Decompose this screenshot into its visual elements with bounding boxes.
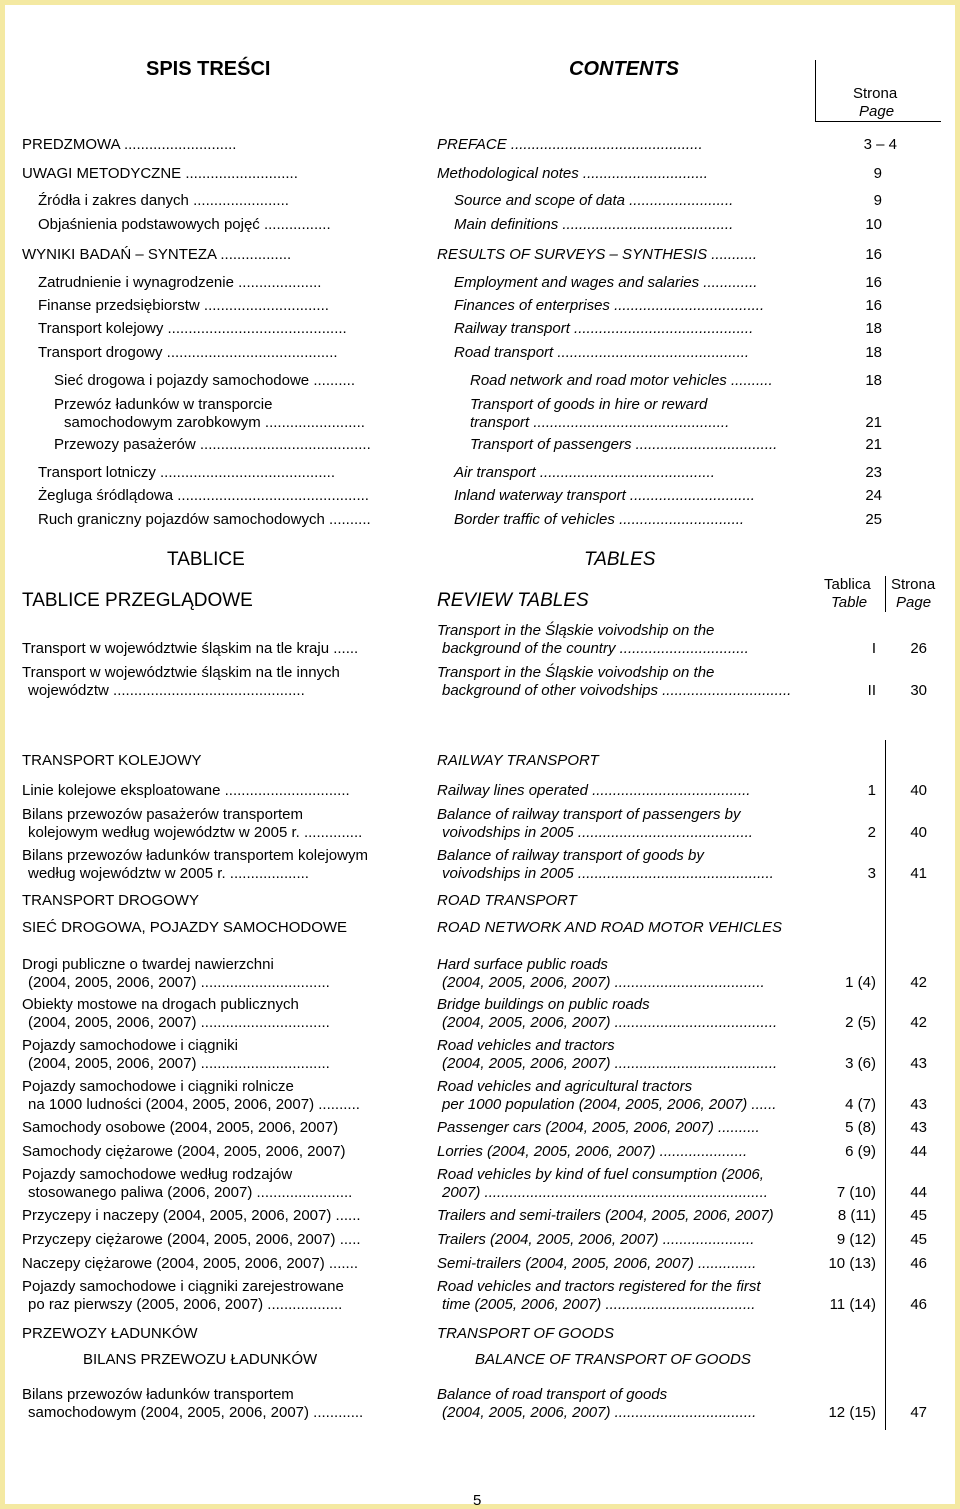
table-entry-pl[interactable]: Przyczepy i naczepy (2004, 2005, 2006, 2007) ...... [22,1207,361,1224]
table-number[interactable]: 1 (4) [845,974,876,991]
table-entry-pl[interactable]: Linie kolejowe eksploatowane .............................. [22,782,350,799]
contents-entry-en[interactable]: RESULTS OF SURVEYS – SYNTHESIS ........... [437,246,758,263]
page-col2-label-pl: Strona [891,576,936,593]
table-page[interactable]: 44 [910,1143,927,1160]
table-entry-pl-cont[interactable]: (2004, 2005, 2006, 2007) ............................... [28,974,330,991]
table-entry-en[interactable]: Road vehicles and tractors registered for the first [437,1278,761,1295]
goods-heading-en: TRANSPORT OF GOODS [437,1325,614,1342]
table-entry-pl[interactable]: Obiekty mostowe na drogach publicznych [22,996,299,1013]
contents-entry-pl[interactable]: Transport lotniczy .......................................... [38,464,336,481]
table-page[interactable]: 45 [910,1207,927,1224]
contents-entry-page[interactable]: 23 [865,464,882,481]
contents-entry-pl[interactable]: Zatrudnienie i wynagrodzenie .................... [38,274,322,291]
table-entry-pl[interactable]: Drogi publiczne o twardej nawierzchni [22,956,274,973]
table-number[interactable]: 6 (9) [845,1143,876,1160]
table-page[interactable]: 30 [910,682,927,699]
table-entry-pl-cont[interactable]: według województw w 2005 r. ................... [28,865,309,882]
table-entry-pl-cont[interactable]: po raz pierwszy (2005, 2006, 2007) .................. [28,1296,343,1313]
table-entry-en[interactable]: Semi-trailers (2004, 2005, 2006, 2007) .............. [437,1255,757,1272]
contents-entry-en[interactable]: Air transport .......................................... [454,464,715,481]
table-entry-en[interactable]: Railway lines operated ...................................... [437,782,751,799]
contents-entry-page[interactable]: 24 [865,487,882,504]
road-heading-en: ROAD TRANSPORT [437,892,577,909]
table-entry-en[interactable]: Bridge buildings on public roads [437,996,650,1013]
table-entry-en[interactable]: Trailers and semi-trailers (2004, 2005, 2006, 2007) [437,1207,774,1224]
table-number[interactable]: 9 (12) [836,1231,876,1248]
contents-entry-pl[interactable]: Transport kolejowy ........................................... [38,320,347,337]
contents-entry-en[interactable]: Border traffic of vehicles .............................. [454,511,745,528]
table-number[interactable]: 7 (10) [836,1184,876,1201]
contents-entry-pl[interactable]: Objaśnienia podstawowych pojęć ................ [38,216,331,233]
rail-heading-pl: TRANSPORT KOLEJOWY [22,752,202,769]
table-entry-pl[interactable]: Pojazdy samochodowe według rodzajów [22,1166,293,1183]
table-entry-en-cont[interactable]: per 1000 population (2004, 2005, 2006, 2007) ...... [442,1096,777,1113]
contents-entry-en-cont[interactable]: transport ............................................... [470,414,730,431]
table-page[interactable]: 40 [910,782,927,799]
table-page[interactable]: 42 [910,1014,927,1031]
table-entry-en[interactable]: Transport in the Śląskie voivodship on the [437,622,715,639]
table-entry-en[interactable]: Balance of railway transport of goods by [437,847,704,864]
contents-entry-en[interactable]: Road transport .............................................. [454,344,750,361]
table-page[interactable]: 42 [910,974,927,991]
table-entry-pl-cont[interactable]: kolejowym według województw w 2005 r. .............. [28,824,363,841]
table-entry-en[interactable]: Balance of road transport of goods [437,1386,668,1403]
contents-entry-page[interactable]: 9 [873,192,882,209]
table-entry-pl-cont[interactable]: samochodowym (2004, 2005, 2006, 2007) ............ [28,1404,364,1421]
goods-subheading-pl: BILANS PRZEWOZU ŁADUNKÓW [83,1351,318,1368]
table-page[interactable]: 47 [910,1404,927,1421]
table-entry-pl[interactable]: Bilans przewozów pasażerów transportem [22,806,303,823]
page-col-label-pl: Strona [853,85,898,102]
table-page[interactable]: 45 [910,1231,927,1248]
contents-entry-pl[interactable]: Ruch graniczny pojazdów samochodowych .......... [38,511,371,528]
contents-entry-pl[interactable]: Żegluga śródlądowa .............................................. [38,487,369,504]
contents-entry-page[interactable]: 10 [865,216,882,233]
table-entry-en-cont[interactable]: voivodships in 2005 ............................................... [442,865,774,882]
contents-entry-page[interactable]: 18 [865,320,882,337]
table-entry-pl[interactable]: Pojazdy samochodowe i ciągniki zarejestrowane [22,1278,344,1295]
contents-entry-en[interactable]: Inland waterway transport .............................. [454,487,755,504]
table-entry-en-cont[interactable]: voivodships in 2005 .......................................... [442,824,753,841]
table-page[interactable]: 26 [910,640,927,657]
table-entry-en[interactable]: Balance of railway transport of passengers by [437,806,741,823]
table-number[interactable]: II [867,682,876,699]
table-entry-en[interactable]: Trailers (2004, 2005, 2006, 2007) ...................... [437,1231,755,1248]
contents-entry-pl-cont[interactable]: samochodowym zarobkowym ........................ [64,414,365,431]
table-entry-en-cont[interactable]: (2004, 2005, 2006, 2007) .................................. [442,1404,757,1421]
table-number[interactable]: 11 (14) [829,1296,876,1313]
table-number[interactable]: 2 [867,824,876,841]
contents-entry-page[interactable]: 16 [865,246,882,263]
contents-entry-pl[interactable]: PREDZMOWA ........................... [22,136,237,153]
contents-entry-pl[interactable]: UWAGI METODYCZNE ........................... [22,165,298,182]
contents-entry-page[interactable]: 9 [873,165,882,182]
table-number[interactable]: 5 (8) [845,1119,876,1136]
contents-entry-pl[interactable]: Źródła i zakres danych ....................... [38,192,289,209]
table-page[interactable]: 43 [910,1119,927,1136]
contents-entry-page[interactable]: 18 [865,344,882,361]
contents-entry-en[interactable]: Employment and wages and salaries ............. [454,274,758,291]
tables-heading-pl: TABLICE [167,549,245,570]
contents-entry-pl[interactable]: Finanse przedsiębiorstw .............................. [38,297,329,314]
table-entry-pl[interactable]: Transport w województwie śląskim na tle innych [22,664,340,681]
table-entry-en[interactable]: Road vehicles by kind of fuel consumption (2006, [437,1166,764,1183]
road-subheading-en: ROAD NETWORK AND ROAD MOTOR VEHICLES [437,919,783,936]
table-entry-en-cont[interactable]: background of the country ............................... [442,640,749,657]
contents-entry-page[interactable]: 21 [865,436,882,453]
table-number[interactable]: 10 (13) [828,1255,876,1272]
contents-entry-page[interactable]: 16 [865,297,882,314]
table-number[interactable]: 2 (5) [845,1014,876,1031]
table-number[interactable]: 8 (11) [837,1207,876,1224]
table-entry-en-cont[interactable]: (2004, 2005, 2006, 2007) ....................................... [442,1014,778,1031]
contents-entry-page[interactable]: 16 [865,274,882,291]
table-entry-pl[interactable]: Pojazdy samochodowe i ciągniki [22,1037,238,1054]
table-page[interactable]: 46 [910,1296,927,1313]
table-page[interactable]: 43 [910,1055,927,1072]
table-entry-en-cont[interactable]: (2004, 2005, 2006, 2007) .................................... [442,974,765,991]
contents-entry-en[interactable]: Road network and road motor vehicles .......... [470,372,773,389]
goods-subheading-en: BALANCE OF TRANSPORT OF GOODS [475,1351,751,1368]
table-number[interactable]: 3 (6) [845,1055,876,1072]
table-page[interactable]: 40 [910,824,927,841]
contents-entry-page[interactable]: 3 – 4 [863,136,897,153]
title-pl: SPIS TREŚCI [146,58,271,80]
contents-entry-page[interactable]: 25 [865,511,882,528]
contents-entry-en[interactable]: Railway transport ........................................... [454,320,754,337]
table-entry-pl-cont[interactable]: (2004, 2005, 2006, 2007) ............................... [28,1014,330,1031]
contents-entry-en[interactable]: PREFACE .............................................. [437,136,703,153]
table-col-divider [885,576,886,612]
contents-entry-pl[interactable]: Sieć drogowa i pojazdy samochodowe .......... [54,372,355,389]
title-en: CONTENTS [569,58,679,80]
table-number[interactable]: 3 [867,865,876,882]
table-entry-pl-cont[interactable]: stosowanego paliwa (2006, 2007) ....................... [28,1184,353,1201]
table-entry-pl-cont[interactable]: (2004, 2005, 2006, 2007) ............................... [28,1055,330,1072]
contents-entry-page[interactable]: 21 [865,414,882,431]
table-entry-en[interactable]: Road vehicles and agricultural tractors [437,1078,693,1095]
table-number[interactable]: 12 (15) [828,1404,876,1421]
table-entry-pl[interactable]: Samochody osobowe (2004, 2005, 2006, 2007) [22,1119,339,1136]
header-divider [815,60,816,122]
contents-entry-en[interactable]: Transport of goods in hire or reward [470,396,708,413]
table-page[interactable]: 43 [910,1096,927,1113]
table-entry-en[interactable]: Hard surface public roads [437,956,608,973]
table-entry-pl[interactable]: Bilans przewozów ładunków transportem [22,1386,294,1403]
header-underline [815,121,941,122]
table-col-label-en: Table [831,594,868,611]
table-entry-pl-cont[interactable]: województw .............................................. [28,682,305,699]
table-page[interactable]: 44 [910,1184,927,1201]
table-col-label-pl: Tablica [824,576,871,593]
lower-table-divider [885,740,886,1430]
table-entry-pl[interactable]: Naczepy ciężarowe (2004, 2005, 2006, 2007) ....... [22,1255,359,1272]
table-entry-pl[interactable]: Bilans przewozów ładunków transportem kolejowym [22,847,368,864]
table-entry-en-cont[interactable]: time (2005, 2006, 2007) .................................... [442,1296,756,1313]
table-entry-en[interactable]: Road vehicles and tractors [437,1037,615,1054]
goods-heading-pl: PRZEWOZY ŁADUNKÓW [22,1325,198,1342]
table-page[interactable]: 46 [910,1255,927,1272]
contents-entry-pl[interactable]: Przewozy pasażerów ......................................... [54,436,371,453]
table-entry-en[interactable]: Transport in the Śląskie voivodship on the [437,664,715,681]
table-entry-pl-cont[interactable]: na 1000 ludności (2004, 2005, 2006, 2007) .......... [28,1096,360,1113]
contents-entry-en[interactable]: Methodological notes .............................. [437,165,708,182]
tables-heading-en: TABLES [584,549,656,570]
table-entry-en-cont[interactable]: background of other voivodships ............................... [442,682,792,699]
table-entry-en-cont[interactable]: (2004, 2005, 2006, 2007) ....................................... [442,1055,778,1072]
page-number: 5 [473,1492,482,1509]
road-subheading-pl: SIEĆ DROGOWA, POJAZDY SAMOCHODOWE [22,919,348,936]
contents-entry-en[interactable]: Finances of enterprises .................................... [454,297,765,314]
review-heading-en: REVIEW TABLES [437,590,589,611]
contents-entry-pl[interactable]: Przewóz ładunków w transporcie [54,396,273,413]
table-entry-pl[interactable]: Samochody ciężarowe (2004, 2005, 2006, 2007) [22,1143,346,1160]
table-number[interactable]: I [871,640,876,657]
table-entry-pl-cont[interactable]: Transport w województwie śląskim na tle kraju ...... [22,640,359,657]
contents-entry-en[interactable]: Source and scope of data ......................... [454,192,734,209]
road-heading-pl: TRANSPORT DROGOWY [22,892,199,909]
contents-entry-en[interactable]: Transport of passengers .................................. [470,436,778,453]
contents-entry-pl[interactable]: WYNIKI BADAŃ – SYNTEZA ................. [22,246,292,263]
table-entry-en-cont[interactable]: 2007) .................................................................... [442,1184,768,1201]
review-heading-pl: TABLICE PRZEGLĄDOWE [22,590,253,611]
contents-entry-page[interactable]: 18 [865,372,882,389]
table-entry-pl[interactable]: Przyczepy ciężarowe (2004, 2005, 2006, 2007) ..... [22,1231,361,1248]
table-number[interactable]: 1 [867,782,876,799]
contents-entry-pl[interactable]: Transport drogowy ......................................... [38,344,338,361]
table-page[interactable]: 41 [910,865,927,882]
page-col2-label-en: Page [896,594,932,611]
table-entry-pl[interactable]: Pojazdy samochodowe i ciągniki rolnicze [22,1078,294,1095]
table-entry-en[interactable]: Lorries (2004, 2005, 2006, 2007) ..................... [437,1143,748,1160]
contents-entry-en[interactable]: Main definitions ......................................... [454,216,734,233]
page-col-label-en: Page [859,103,895,120]
table-entry-en[interactable]: Passenger cars (2004, 2005, 2006, 2007) .......... [437,1119,760,1136]
table-number[interactable]: 4 (7) [845,1096,876,1113]
rail-heading-en: RAILWAY TRANSPORT [437,752,599,769]
